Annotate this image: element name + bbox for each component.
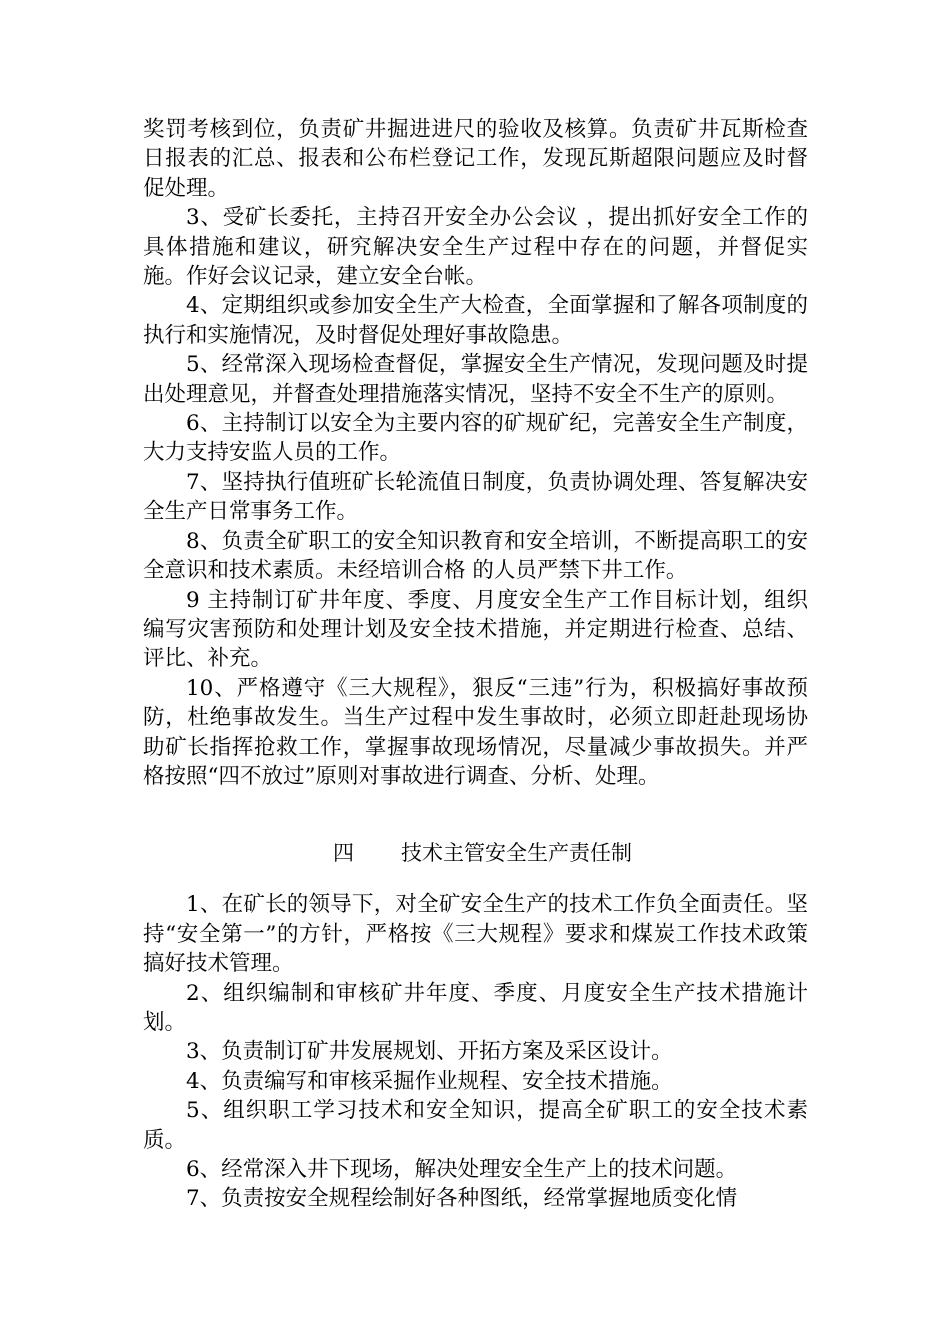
section4-item-3: 3、负责制订矿井发展规划、开拓方案及采区设计。 — [186, 1039, 673, 1065]
section4-item-5: 5、组织职工学习技术和安全知识，提高全矿职工的安全技术素质。 — [143, 1098, 808, 1153]
paragraph-item-5: 5、经常深入现场检查督促，掌握安全生产情况，发现问题及时提出处理意见，并督查处理措施落实情况，坚持不安全不生产的原则。 — [143, 352, 808, 407]
paragraph-item-9: 9 主持制订矿井年度、季度、月度安全生产工作目标计划，组织编写灾害预防和处理计划及安全技术措施，并定期进行检查、总结、评比、补充。 — [143, 587, 808, 672]
section4-item-2: 2、组织编制和审核矿井年度、季度、月度安全生产技术措施计划。 — [143, 980, 808, 1035]
section4-item-1: 1、在矿长的领导下，对全矿安全生产的技术工作负全面责任。坚持“安全第一”的方针，严格按《三大规程》要求和煤炭工作技术政策搞好技术管理。 — [143, 892, 808, 977]
section4-item-4: 4、负责编写和审核采掘作业规程、安全技术措施。 — [186, 1068, 673, 1094]
paragraph-item-4: 4、定期组织或参加安全生产大检查，全面掌握和了解各项制度的执行和实施情况，及时督促处理好事故隐患。 — [143, 293, 808, 348]
section-heading — [143, 838, 808, 868]
paragraph-item-3: 3、受矿长委托，主持召开安全办公会议 ，提出抓好安全工作的具体措施和建议，研究解决安全生产过程中存在的问题，并督促实施。作好会议记录，建立安全台帐。 — [143, 205, 808, 290]
section-number: 四 — [333, 841, 354, 866]
paragraph-item-10: 10、严格遵守《三大规程》，狠反“三违”行为，积极搞好事故预防，杜绝事故发生。当生产过程中发生事故时，必须立即赶赴现场协助矿长指挥抢救工作，掌握事故现场情况，尽量减少事故损失。并严格按照“四不放过”原则对事故进行调查、分析、处理。 — [143, 675, 808, 789]
section4-item-6: 6、经常深入井下现场，解决处理安全生产上的技术问题。 — [186, 1157, 738, 1182]
section4-item-7: 7、负责按安全规程绘制好各种图纸，经常掌握地质变化情 — [186, 1186, 738, 1212]
paragraph-continued: 奖罚考核到位，负责矿井掘进进尺的验收及核算。负责矿井瓦斯检查日报表的汇总、报表和公布栏登记工作，发现瓦斯超限问题应及时督促处理。 — [143, 117, 808, 201]
paragraph-item-7: 7、坚持执行值班矿长轮流值日制度，负责协调处理、答复解决安全生产日常事务工作。 — [143, 469, 808, 525]
document-page — [143, 115, 808, 1214]
section-title: 技术主管安全生产责任制 — [401, 841, 632, 866]
paragraph-item-8: 8、负责全矿职工的安全知识教育和安全培训，不断提高职工的安全意识和技术素质。未经培训合格 的人员严禁下井工作。 — [143, 528, 808, 584]
paragraph-item-6: 6、主持制订以安全为主要内容的矿规矿纪，完善安全生产制度，大力支持安监人员的工作。 — [143, 411, 808, 466]
